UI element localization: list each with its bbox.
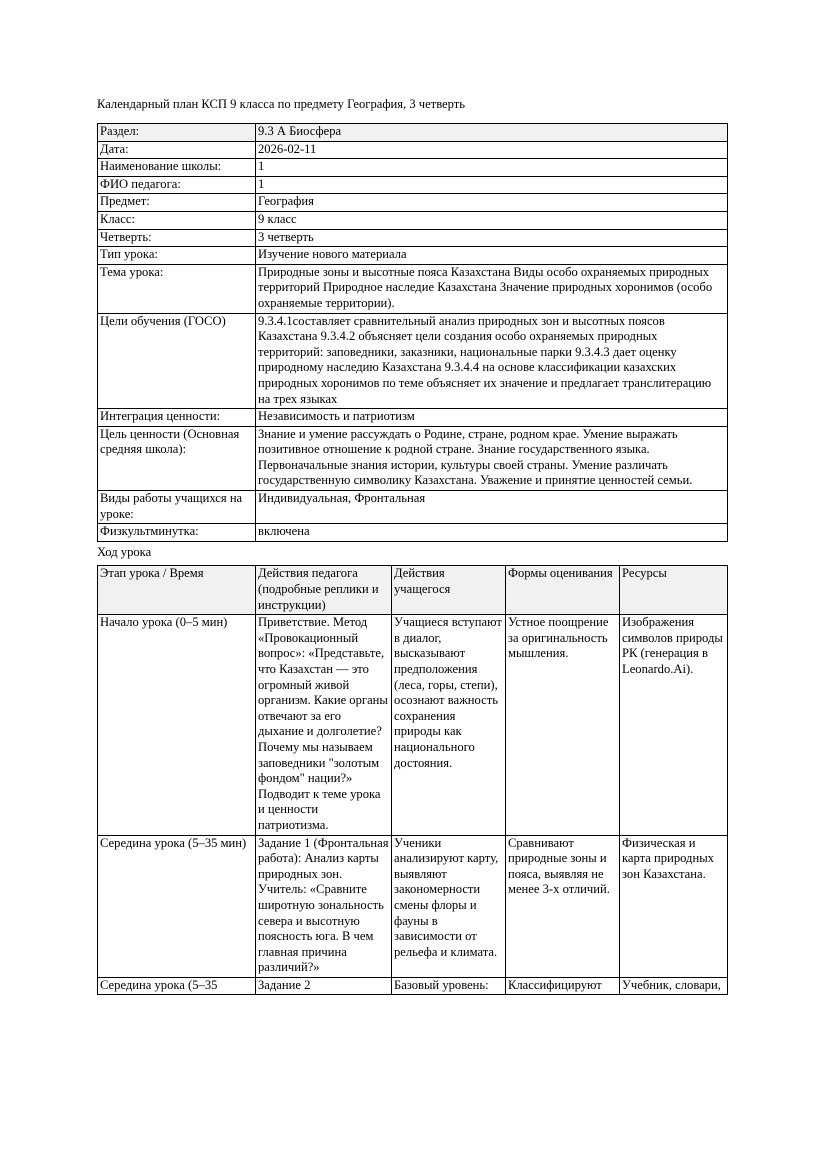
info-label: Виды работы учащихся на уроке: [98, 491, 256, 524]
section-heading: Ход урока [97, 544, 152, 559]
info-row [98, 313, 728, 409]
lesson-flow-table [97, 565, 728, 995]
info-row [98, 264, 728, 313]
info-row [98, 229, 728, 247]
info-row [98, 141, 728, 159]
lesson-cell-assessment: Устное поощрение за оригинальность мышления. [506, 615, 620, 835]
lesson-cell-student: Ученики анализируют карту, выявляют закономерности смены флоры и фауны в зависимости от рельефа и климата. [392, 835, 506, 977]
info-value: Индивидуальная, Фронтальная [256, 491, 728, 524]
lesson-col-header: Этап урока / Время [98, 566, 256, 615]
info-label: Дата: [98, 141, 256, 159]
lesson-table-header-row [98, 566, 728, 615]
info-row [98, 409, 728, 427]
info-label: Цели обучения (ГОСО) [98, 313, 256, 409]
info-label: ФИО педагога: [98, 176, 256, 194]
info-value: 9 класс [256, 211, 728, 229]
info-value: Знание и умение рассуждать о Родине, стране, родном крае. Умение выражать позитивное отношение к родной стране. Знание государственного языка. Первоначальные знания истории, культуры своей страны. Умение различать государственную символику Казахстана. Уважение и принятие ценностей семьи. [256, 426, 728, 490]
lesson-col-header: Формы оценивания [506, 566, 620, 615]
info-label: Тип урока: [98, 247, 256, 265]
info-row [98, 426, 728, 490]
lesson-row [98, 977, 728, 995]
lesson-info-table [97, 123, 728, 542]
lesson-cell-stage: Середина урока (5–35 [98, 977, 256, 995]
lesson-cell-teacher: Задание 2 [256, 977, 392, 995]
info-row [98, 491, 728, 524]
info-row [98, 247, 728, 265]
lesson-cell-student: Учащиеся вступают в диалог, высказывают предположения (леса, горы, степи), осознают важность сохранения природы как национального достояния. [392, 615, 506, 835]
info-label: Класс: [98, 211, 256, 229]
info-row [98, 211, 728, 229]
lesson-cell-stage: Середина урока (5–35 мин) [98, 835, 256, 977]
lesson-cell-student: Базовый уровень: [392, 977, 506, 995]
info-label: Тема урока: [98, 264, 256, 313]
lesson-cell-resources: Изображения символов природы РК (генерация в Leonardo.Ai). [620, 615, 728, 835]
info-value: 1 [256, 176, 728, 194]
info-row [98, 194, 728, 212]
info-value: Изучение нового материала [256, 247, 728, 265]
info-label: Наименование школы: [98, 159, 256, 177]
info-value: Независимость и патриотизм [256, 409, 728, 427]
info-label: Цель ценности (Основная средняя школа): [98, 426, 256, 490]
info-label: Физкультминутка: [98, 524, 256, 542]
lesson-cell-resources: Учебник, словари, [620, 977, 728, 995]
info-row [98, 124, 728, 142]
lesson-col-header: Ресурсы [620, 566, 728, 615]
info-value: География [256, 194, 728, 212]
info-value: 9.3 А Биосфера [256, 124, 728, 142]
info-row [98, 176, 728, 194]
lesson-cell-teacher: Приветствие. Метод «Провокационный вопрос»: «Представьте, что Казахстан — это огромный живой организм. Какие органы отвечают за его дыхание и долголетие? Почему мы называем заповедники "золотым фондом" нации?» Подводит к теме урока и ценности патриотизма. [256, 615, 392, 835]
document-content [97, 96, 727, 995]
info-value: 2026-02-11 [256, 141, 728, 159]
lesson-row [98, 835, 728, 977]
info-value: 9.3.4.1составляет сравнительный анализ природных зон и высотных поясов Казахстана 9.3.4.2 объясняет цели создания особо охраняемых природных территорий: заповедники, заказники, национальные парки 9.3.4.3 дает оценку природному наследию Казахстана 9.3.4.4 на основе классификации казахских природных хоронимов по теме объясняет их значение и предлагает транслитерацию на трех языках [256, 313, 728, 409]
info-row [98, 159, 728, 177]
lesson-cell-resources: Физическая и карта природных зон Казахстана. [620, 835, 728, 977]
info-value: включена [256, 524, 728, 542]
lesson-cell-assessment: Сравнивают природные зоны и пояса, выявляя не менее 3-х отличий. [506, 835, 620, 977]
lesson-cell-stage: Начало урока (0–5 мин) [98, 615, 256, 835]
info-label: Раздел: [98, 124, 256, 142]
info-value: 1 [256, 159, 728, 177]
lesson-col-header: Действия педагога (подробные реплики и инструкции) [256, 566, 392, 615]
lesson-cell-assessment: Классифицируют [506, 977, 620, 995]
info-label: Четверть: [98, 229, 256, 247]
lesson-col-header: Действия учащегося [392, 566, 506, 615]
info-value: Природные зоны и высотные пояса Казахстана Виды особо охраняемых природных территорий Природное наследие Казахстана Значение природных хоронимов (особо охраняемые территории). [256, 264, 728, 313]
lesson-cell-teacher: Задание 1 (Фронтальная работа): Анализ карты природных зон. Учитель: «Сравните широтную зональность севера и высотную поясность юга. В чем главная причина различий?» [256, 835, 392, 977]
info-row [98, 524, 728, 542]
lesson-row [98, 615, 728, 835]
info-value: 3 четверть [256, 229, 728, 247]
info-label: Интеграция ценности: [98, 409, 256, 427]
info-label: Предмет: [98, 194, 256, 212]
page-title: Календарный план КСП 9 класса по предмету География, 3 четверть [97, 97, 466, 111]
